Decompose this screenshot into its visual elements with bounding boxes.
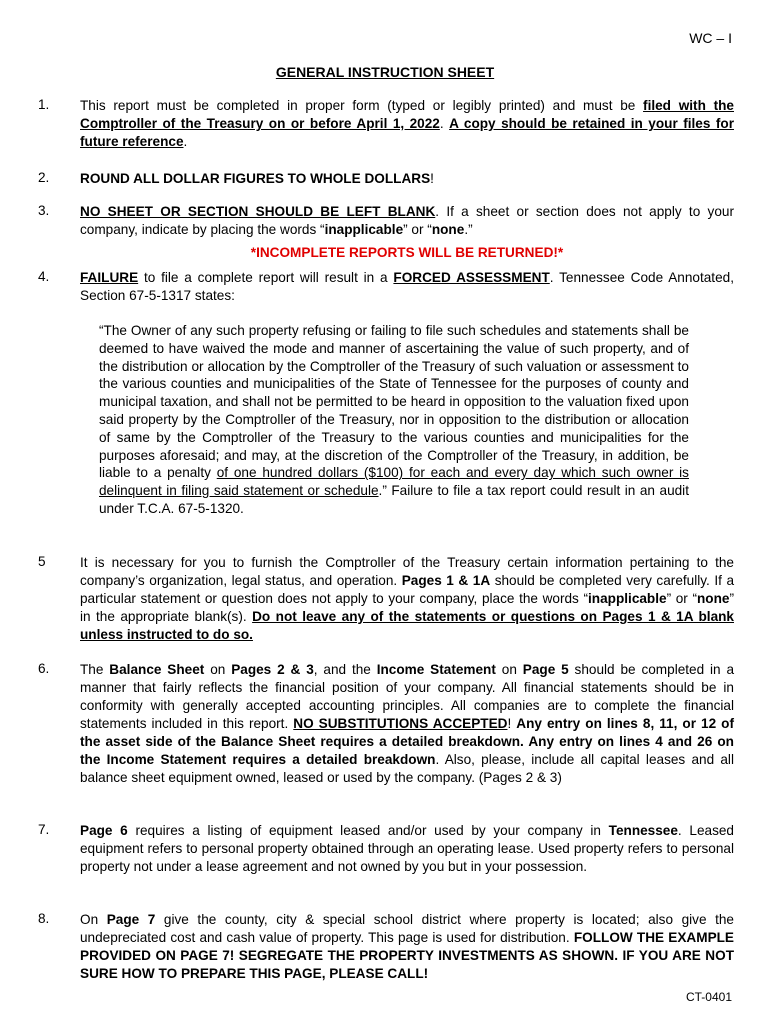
text-run: Page 6 (80, 823, 128, 838)
text-run: Page 5 (522, 662, 569, 677)
text-run: should be completed very carefully. If a particular statement or question does not apply to your company, place the words “ (80, 573, 735, 606)
text-run: requires a listing of equipment leased and/or used by your company in (127, 823, 609, 838)
item-text (80, 203, 734, 262)
text-run: should be completed in a manner that fairly reflects the financial position of your company. All financial statements should be in conformity with generally accepted accounting principles. All companies are to complete the financial statements included in this report. (80, 662, 735, 731)
text-run: Tennessee (608, 823, 678, 838)
text-run: . Leased equipment refers to personal property obtained through an operating lease. Used property refers to personal property not under a lease agreement and not owned by you but in your possession. (80, 823, 734, 874)
text-run: none (431, 222, 465, 237)
no-substitutions-note: NO SUBSTITUTIONS ACCEPTED (293, 716, 508, 731)
text-run: “The Owner of any such property refusing or failing to file such schedules and statements shall be deemed to have waived the mode and manner of ascertaining the value of such property, and of the distribution or allocation by the Comptroller of the Treasury of such valuation or assessment to the various counties and municipalities of the State of Tennessee for the purposes of county and municipal taxation, and shall not be permitted to be heard in opposition to the valuation fixed upon said property by the Comptroller of the Treasury, nor in opposition to the distribution or allocation of same by the Comptroller of the Treasury to the various counties and municipalities for the purposes aforesaid; and may, at the discretion of the Comptroller of the Treasury, in addition, be liable to a penalty (99, 323, 689, 481)
text-run: to file a complete report will result in a (138, 270, 394, 285)
text-run: . (183, 134, 188, 149)
item-number: 4. (38, 269, 50, 284)
text-run: , and the (313, 662, 377, 677)
item-text (80, 661, 734, 787)
penalty-clause: of one hundred dollars ($100) for each and every day which such owner is delinquent in filing said statement or schedule (99, 465, 689, 499)
incomplete-reports-warning: *INCOMPLETE REPORTS WILL BE RETURNED!* (250, 245, 564, 260)
text-run: . Also, please, include all capital leases and all balance sheet equipment owned, leased or used by the company. (Pages 2 & 3) (80, 752, 734, 785)
rounding-rule: ROUND ALL DOLLAR FIGURES TO WHOLE DOLLARS (80, 171, 431, 186)
item-text (80, 554, 734, 644)
text-run: On (80, 912, 107, 927)
item-text (80, 822, 734, 876)
page-title: GENERAL INSTRUCTION SHEET (275, 64, 495, 80)
text-run: ! (430, 171, 434, 186)
forced-assessment-term: FORCED ASSESSMENT (393, 270, 550, 285)
text-run: .” Failure to file a tax report could result in an audit under T.C.A. 67-5-1320. (99, 483, 689, 516)
item-text (80, 269, 734, 305)
text-run: Income Statement (376, 662, 496, 677)
text-run: .” (464, 222, 473, 237)
text-run: ” or “ (403, 222, 432, 237)
item-number: 7. (38, 822, 50, 837)
copy-retention-note: A copy should be retained in your files for (449, 116, 734, 131)
item-number: 5 (38, 554, 46, 569)
item-text (80, 170, 734, 188)
text-run: inapplicable (588, 591, 667, 606)
do-not-leave-blank-note: Do not leave any of the statements or questions on Pages 1 & 1A blank unless instructed to do so. (80, 609, 734, 642)
text-run: future reference (80, 134, 184, 149)
text-run: give the county, city & special school district where property is located; also give the undepreciated cost and cash value of property. This page is used for distribution. (80, 912, 734, 945)
item-number: 6. (38, 661, 50, 676)
text-run: ” or “ (666, 591, 697, 606)
text-run: none (696, 591, 730, 606)
item-number: 8. (38, 911, 50, 926)
text-run: . Tennessee Code Annotated, Section 67-5-1317 states: (80, 270, 734, 303)
statute-quote (99, 322, 689, 518)
text-run: . If a sheet or section does not apply to your company, indicate by placing the words “ (80, 204, 734, 237)
text-run: FAILURE (80, 270, 139, 285)
item-number: 1. (38, 97, 50, 112)
text-run: ” in the appropriate blank(s). (80, 591, 734, 624)
form-id: WC – I (689, 30, 732, 46)
text-run: The (80, 662, 110, 677)
filing-deadline: filed with the Comptroller of the Treasury on or before April 1, 2022 (80, 98, 734, 131)
text-run: Balance Sheet (109, 662, 205, 677)
detailed-breakdown-note: Any entry on lines 8, 11, or 12 of the asset side of the Balance Sheet requires a detailed breakdown. Any entry on lines 4 and 26 on the Income Statement requires a detailed breakdown (80, 716, 735, 767)
page-7-instruction: FOLLOW THE EXAMPLE PROVIDED ON PAGE 7! SEGREGATE THE PROPERTY INVESTMENTS AS SHOWN. IF YOU ARE NOT SURE HOW TO PREPARE THIS PAGE, PLEASE CALL! (80, 930, 735, 981)
text-run: on (495, 662, 523, 677)
item-number: 3. (38, 203, 50, 218)
text-run: Pages 2 & 3 (231, 662, 314, 677)
text-run: It is necessary for you to furnish the Comptroller of the Treasury certain information pertaining to the company’s organization, legal status, and operation. (80, 555, 734, 588)
text-run: . (439, 116, 450, 131)
text-run: ! (507, 716, 517, 731)
text-run: on (204, 662, 232, 677)
item-number: 2. (38, 170, 50, 185)
text-run: Page 7 (106, 912, 156, 927)
blank-section-rule: NO SHEET OR SECTION SHOULD BE LEFT BLANK (80, 204, 436, 219)
text-run: This report must be completed in proper form (typed or legibly printed) and must be (80, 98, 644, 113)
item-text (80, 911, 734, 983)
item-text (80, 97, 734, 151)
text-run: Pages 1 & 1A (401, 573, 491, 588)
text-run: inapplicable (324, 222, 404, 237)
form-code: CT-0401 (685, 990, 732, 1004)
